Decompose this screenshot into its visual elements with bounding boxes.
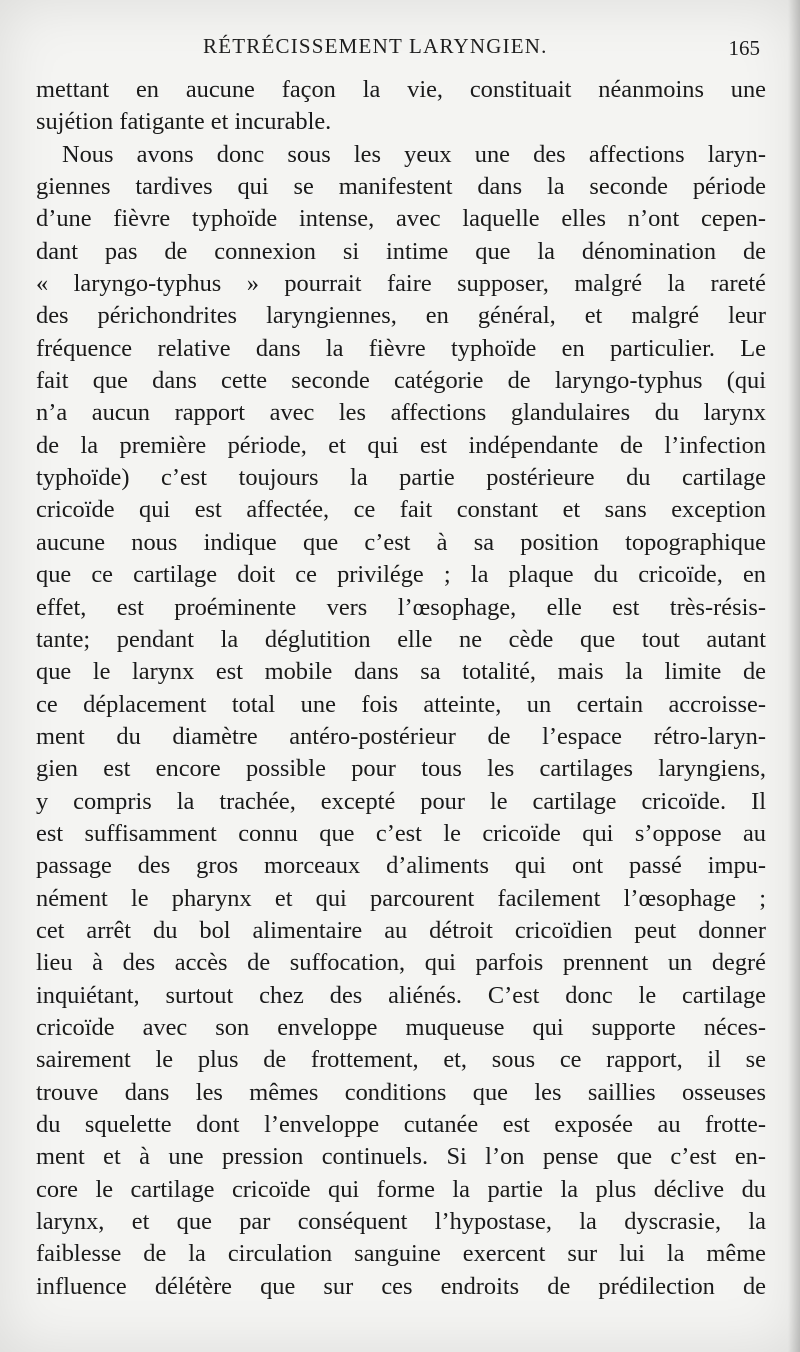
page-edge-shadow: [788, 0, 800, 1352]
text-line: giennes tardives qui se manifestent dans la seconde période: [36, 173, 766, 201]
text-line: des périchondrites laryngiennes, en général, et malgré leur: [36, 302, 766, 330]
text-line: fait que dans cette seconde catégorie de laryngo-typhus (qui: [36, 367, 766, 395]
text-line: du squelette dont l’enveloppe cutanée est exposée au frotte-: [36, 1111, 766, 1138]
text-line: que le larynx est mobile dans sa totalité, mais la limite de: [36, 658, 766, 686]
running-title: RÉTRÉCISSEMENT LARYNGIEN.: [203, 34, 548, 58]
text-line: fréquence relative dans la fièvre typhoïde en particulier. Le: [36, 334, 766, 362]
text-line: est suffisamment connu que c’est le cricoïde qui s’oppose au: [36, 819, 766, 847]
text-line: n’a aucun rapport avec les affections glandulaires du larynx: [36, 399, 766, 427]
text-line: de la première période, et qui est indépendante de l’infection: [36, 431, 766, 459]
text-line: mettant en aucune façon la vie, constituait néanmoins une: [36, 76, 766, 103]
text-line: core le cartilage cricoïde qui forme la partie la plus déclive du: [36, 1175, 766, 1203]
text-line: gien est encore possible pour tous les cartilages laryngiens,: [36, 755, 766, 783]
page-number: 165: [728, 36, 760, 60]
text-line: ce déplacement total une fois atteinte, un certain accroisse-: [36, 690, 766, 718]
text-line: passage des gros morceaux d’aliments qui ont passé impu-: [36, 852, 766, 880]
text-line: larynx, et que par conséquent l’hypostase, la dyscrasie, la: [36, 1208, 766, 1236]
text-line: cet arrêt du bol alimentaire au détroit cricoïdien peut donner: [36, 916, 766, 944]
text-line: influence délétère que sur ces endroits de prédilection de: [36, 1272, 766, 1300]
text-line: tante; pendant la déglutition elle ne cède que tout autant: [36, 625, 766, 653]
text-line: y compris la trachée, excepté pour le cartilage cricoïde. Il: [36, 787, 766, 815]
text-line: faiblesse de la circulation sanguine exercent sur lui la même: [36, 1240, 766, 1268]
text-line: cricoïde qui est affectée, ce fait constant et sans exception: [36, 496, 766, 524]
text-line: aucune nous indique que c’est à sa position topographique: [36, 528, 766, 556]
text-line: ment et à une pression continuels. Si l’on pense que c’est en-: [36, 1143, 766, 1171]
text-line: sairement le plus de frottement, et, sous ce rapport, il se: [36, 1046, 766, 1074]
text-line: effet, est proéminente vers l’œsophage, elle est très-résis-: [36, 593, 766, 621]
text-line: nément le pharynx et qui parcourent facilement l’œsophage ;: [36, 884, 766, 912]
text-line: dant pas de connexion si intime que la dénomination de: [36, 237, 766, 265]
text-line: typhoïde) c’est toujours la partie postérieure du cartilage: [36, 464, 766, 492]
text-line: « laryngo-typhus » pourrait faire supposer, malgré la rareté: [36, 270, 766, 298]
text-line: sujétion fatigante et incurable.: [36, 108, 332, 136]
text-line: ment du diamètre antéro-postérieur de l’espace rétro-laryn-: [36, 722, 766, 750]
text-line: trouve dans les mêmes conditions que les saillies osseuses: [36, 1078, 766, 1106]
text-line: Nous avons donc sous les yeux une des affections laryn-: [62, 140, 766, 168]
text-line: cricoïde avec son enveloppe muqueuse qui supporte néces-: [36, 1013, 766, 1041]
running-head: [0, 34, 800, 64]
body-text: [36, 74, 766, 1303]
text-line: inquiétant, surtout chez des aliénés. C’est donc le cartilage: [36, 981, 766, 1009]
text-line: lieu à des accès de suffocation, qui parfois prennent un degré: [36, 949, 766, 977]
text-line: que ce cartilage doit ce privilége ; la plaque du cricoïde, en: [36, 561, 766, 589]
text-line: d’une fièvre typhoïde intense, avec laquelle elles n’ont cepen-: [36, 205, 766, 233]
